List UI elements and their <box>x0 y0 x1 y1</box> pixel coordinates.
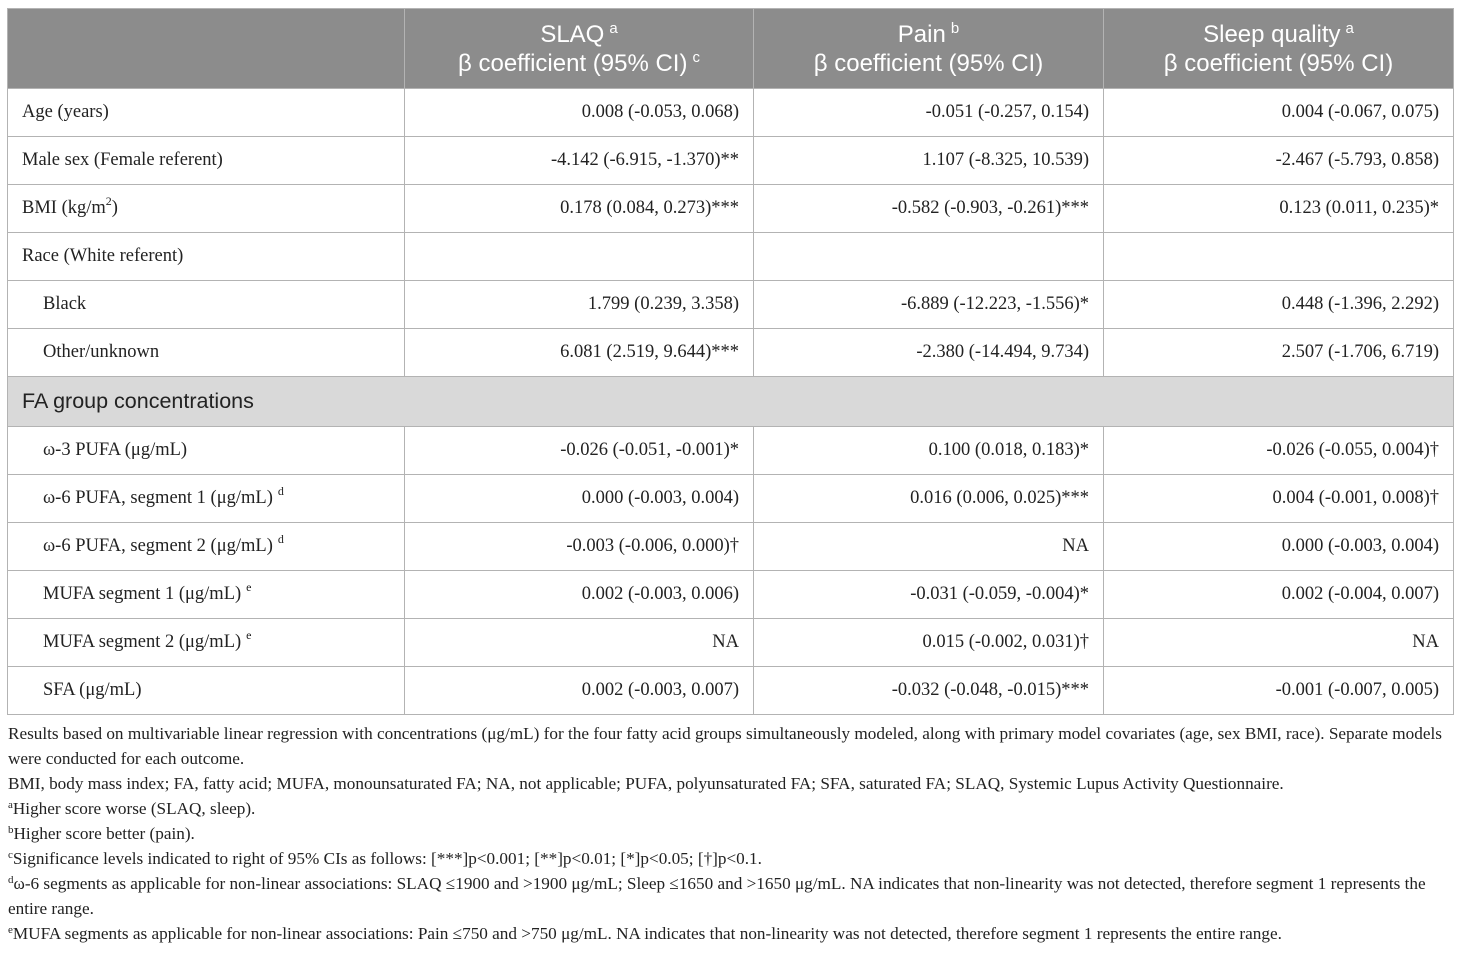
cell-pain: -2.380 (-14.494, 9.734) <box>754 329 1104 377</box>
section-row <box>8 377 1454 427</box>
footnote-methods: Results based on multivariable linear regression with concentrations (μg/mL) for the four fatty acid groups simultaneously modeled, along with primary model covariates (age, sex BMI, race). Separate models were conducted for each outcome. <box>8 724 1442 768</box>
row-label-age: Age (years) <box>8 89 405 137</box>
regression-table <box>7 8 1454 715</box>
bmi-label-pre: BMI (kg/m <box>22 198 106 218</box>
cell-slaq: 1.799 (0.239, 3.358) <box>405 281 754 329</box>
cell-pain: NA <box>754 523 1104 571</box>
regression-table-container <box>7 8 1453 946</box>
fa-label-text: MUFA segment 2 (μg/mL) <box>43 632 242 652</box>
cell-pain: 0.100 (0.018, 0.183)* <box>754 427 1104 475</box>
table-row <box>8 571 1454 619</box>
cell-pain: -0.582 (-0.903, -0.261)*** <box>754 185 1104 233</box>
cell-slaq <box>405 233 754 281</box>
cell-pain: 0.016 (0.006, 0.025)*** <box>754 475 1104 523</box>
table-row <box>8 233 1454 281</box>
cell-slaq: 0.178 (0.084, 0.273)*** <box>405 185 754 233</box>
cell-slaq: -0.003 (-0.006, 0.000)† <box>405 523 754 571</box>
bmi-label-sup: 2 <box>105 194 112 208</box>
cell-pain: -0.051 (-0.257, 0.154) <box>754 89 1104 137</box>
footnote-a <box>8 796 1453 821</box>
footnote-c-text: Significance levels indicated to right of 95% CIs as follows: [***]p<0.001; [**]p<0.01; [*]p<0.05; [†]p<0.1. <box>12 849 762 868</box>
row-label-fa <box>8 427 405 475</box>
table-row <box>8 427 1454 475</box>
row-label-fa <box>8 475 405 523</box>
cell-slaq: NA <box>405 619 754 667</box>
cell-slaq: -4.142 (-6.915, -1.370)** <box>405 137 754 185</box>
cell-sleep: -2.467 (-5.793, 0.858) <box>1104 137 1454 185</box>
cell-slaq: 0.002 (-0.003, 0.007) <box>405 667 754 715</box>
header-sleep-title: Sleep quality <box>1203 20 1341 48</box>
header-slaq-sub: β coefficient (95% CI) <box>458 49 688 77</box>
row-label-race: Race (White referent) <box>8 233 405 281</box>
fa-label-sup: e <box>246 580 252 594</box>
row-label-fa <box>8 619 405 667</box>
table-row <box>8 619 1454 667</box>
footnote-a-mark: a <box>8 799 13 811</box>
cell-pain: 0.015 (-0.002, 0.031)† <box>754 619 1104 667</box>
row-label-fa <box>8 667 405 715</box>
row-label-fa <box>8 523 405 571</box>
fa-label-text: MUFA segment 1 (μg/mL) <box>43 584 242 604</box>
table-row <box>8 137 1454 185</box>
cell-pain: -0.032 (-0.048, -0.015)*** <box>754 667 1104 715</box>
footnote-b <box>8 821 1453 846</box>
table-row <box>8 185 1454 233</box>
footnote-d <box>8 871 1453 921</box>
table-row <box>8 281 1454 329</box>
row-label-bmi <box>8 185 405 233</box>
cell-slaq: 6.081 (2.519, 9.644)*** <box>405 329 754 377</box>
row-label-other: Other/unknown <box>8 329 405 377</box>
fa-label-sup: d <box>277 532 284 546</box>
cell-slaq: 0.000 (-0.003, 0.004) <box>405 475 754 523</box>
row-label-black: Black <box>8 281 405 329</box>
header-slaq-sub-sup: c <box>692 48 700 66</box>
cell-sleep: 0.002 (-0.004, 0.007) <box>1104 571 1454 619</box>
header-slaq-sup: a <box>609 19 618 37</box>
cell-sleep: NA <box>1104 619 1454 667</box>
cell-sleep: 0.004 (-0.001, 0.008)† <box>1104 475 1454 523</box>
footnote-a-text: Higher score worse (SLAQ, sleep). <box>12 799 256 818</box>
cell-sleep: 0.448 (-1.396, 2.292) <box>1104 281 1454 329</box>
footnote-d-text: ω-6 segments as applicable for non-linear associations: SLAQ ≤1900 and >1900 μg/mL; Sleep ≤1650 and >1650 μg/mL. NA indicates that non-linearity was not detected, therefore segment 1 represents the entire range. <box>8 874 1426 918</box>
cell-pain <box>754 233 1104 281</box>
fa-label-text: ω-6 PUFA, segment 2 (μg/mL) <box>43 536 273 556</box>
footnote-c <box>8 846 1453 871</box>
footnote-e-mark: e <box>8 924 13 936</box>
row-label-fa <box>8 571 405 619</box>
header-sleep-sup: a <box>1345 19 1354 37</box>
footnote-b-mark: b <box>8 824 14 836</box>
cell-sleep: -0.001 (-0.007, 0.005) <box>1104 667 1454 715</box>
table-row <box>8 89 1454 137</box>
header-pain-title: Pain <box>897 20 946 48</box>
section-title: FA group concentrations <box>8 377 1454 427</box>
header-pain-sup: b <box>950 19 960 37</box>
header-slaq <box>405 9 754 89</box>
header-sleep <box>1104 9 1454 89</box>
fa-label-text: ω-6 PUFA, segment 1 (μg/mL) <box>43 488 273 508</box>
table-row <box>8 329 1454 377</box>
fa-label-sup: d <box>277 484 284 498</box>
footnote-e-text: MUFA segments as applicable for non-linear associations: Pain ≤750 and >750 μg/mL. NA indicates that non-linearity was not detected, therefore segment 1 represents the entire range. <box>12 924 1282 943</box>
row-label-sex: Male sex (Female referent) <box>8 137 405 185</box>
table-row <box>8 523 1454 571</box>
footnote-b-text: Higher score better (pain). <box>13 824 195 843</box>
footnote-c-mark: c <box>8 849 13 861</box>
cell-pain: -0.031 (-0.059, -0.004)* <box>754 571 1104 619</box>
cell-pain: 1.107 (-8.325, 10.539) <box>754 137 1104 185</box>
table-header-row <box>8 9 1454 89</box>
header-slaq-title: SLAQ <box>540 20 605 48</box>
table-row <box>8 667 1454 715</box>
fa-label-text: ω-3 PUFA (μg/mL) <box>43 440 188 460</box>
cell-slaq: 0.002 (-0.003, 0.006) <box>405 571 754 619</box>
cell-sleep: 0.123 (0.011, 0.235)* <box>1104 185 1454 233</box>
cell-sleep: 0.000 (-0.003, 0.004) <box>1104 523 1454 571</box>
cell-sleep: 2.507 (-1.706, 6.719) <box>1104 329 1454 377</box>
cell-pain: -6.889 (-12.223, -1.556)* <box>754 281 1104 329</box>
cell-slaq: -0.026 (-0.051, -0.001)* <box>405 427 754 475</box>
footnote-abbreviations: BMI, body mass index; FA, fatty acid; MUFA, monounsaturated FA; NA, not applicable; PUFA, polyunsaturated FA; SFA, saturated FA; SLAQ, Systemic Lupus Activity Questionnaire. <box>8 774 1284 793</box>
footnote-e <box>8 921 1453 946</box>
cell-slaq: 0.008 (-0.053, 0.068) <box>405 89 754 137</box>
cell-sleep: -0.026 (-0.055, 0.004)† <box>1104 427 1454 475</box>
bmi-label-post: ) <box>111 198 118 218</box>
footnote-d-mark: d <box>8 874 14 886</box>
header-pain-sub: β coefficient (95% CI) <box>813 49 1044 77</box>
header-empty <box>8 9 405 89</box>
cell-sleep: 0.004 (-0.067, 0.075) <box>1104 89 1454 137</box>
header-pain <box>754 9 1104 89</box>
fa-label-text: SFA (μg/mL) <box>43 680 142 700</box>
cell-sleep <box>1104 233 1454 281</box>
table-row <box>8 475 1454 523</box>
table-footnotes <box>7 721 1453 946</box>
fa-label-sup: e <box>246 628 252 642</box>
header-sleep-sub: β coefficient (95% CI) <box>1163 49 1394 77</box>
